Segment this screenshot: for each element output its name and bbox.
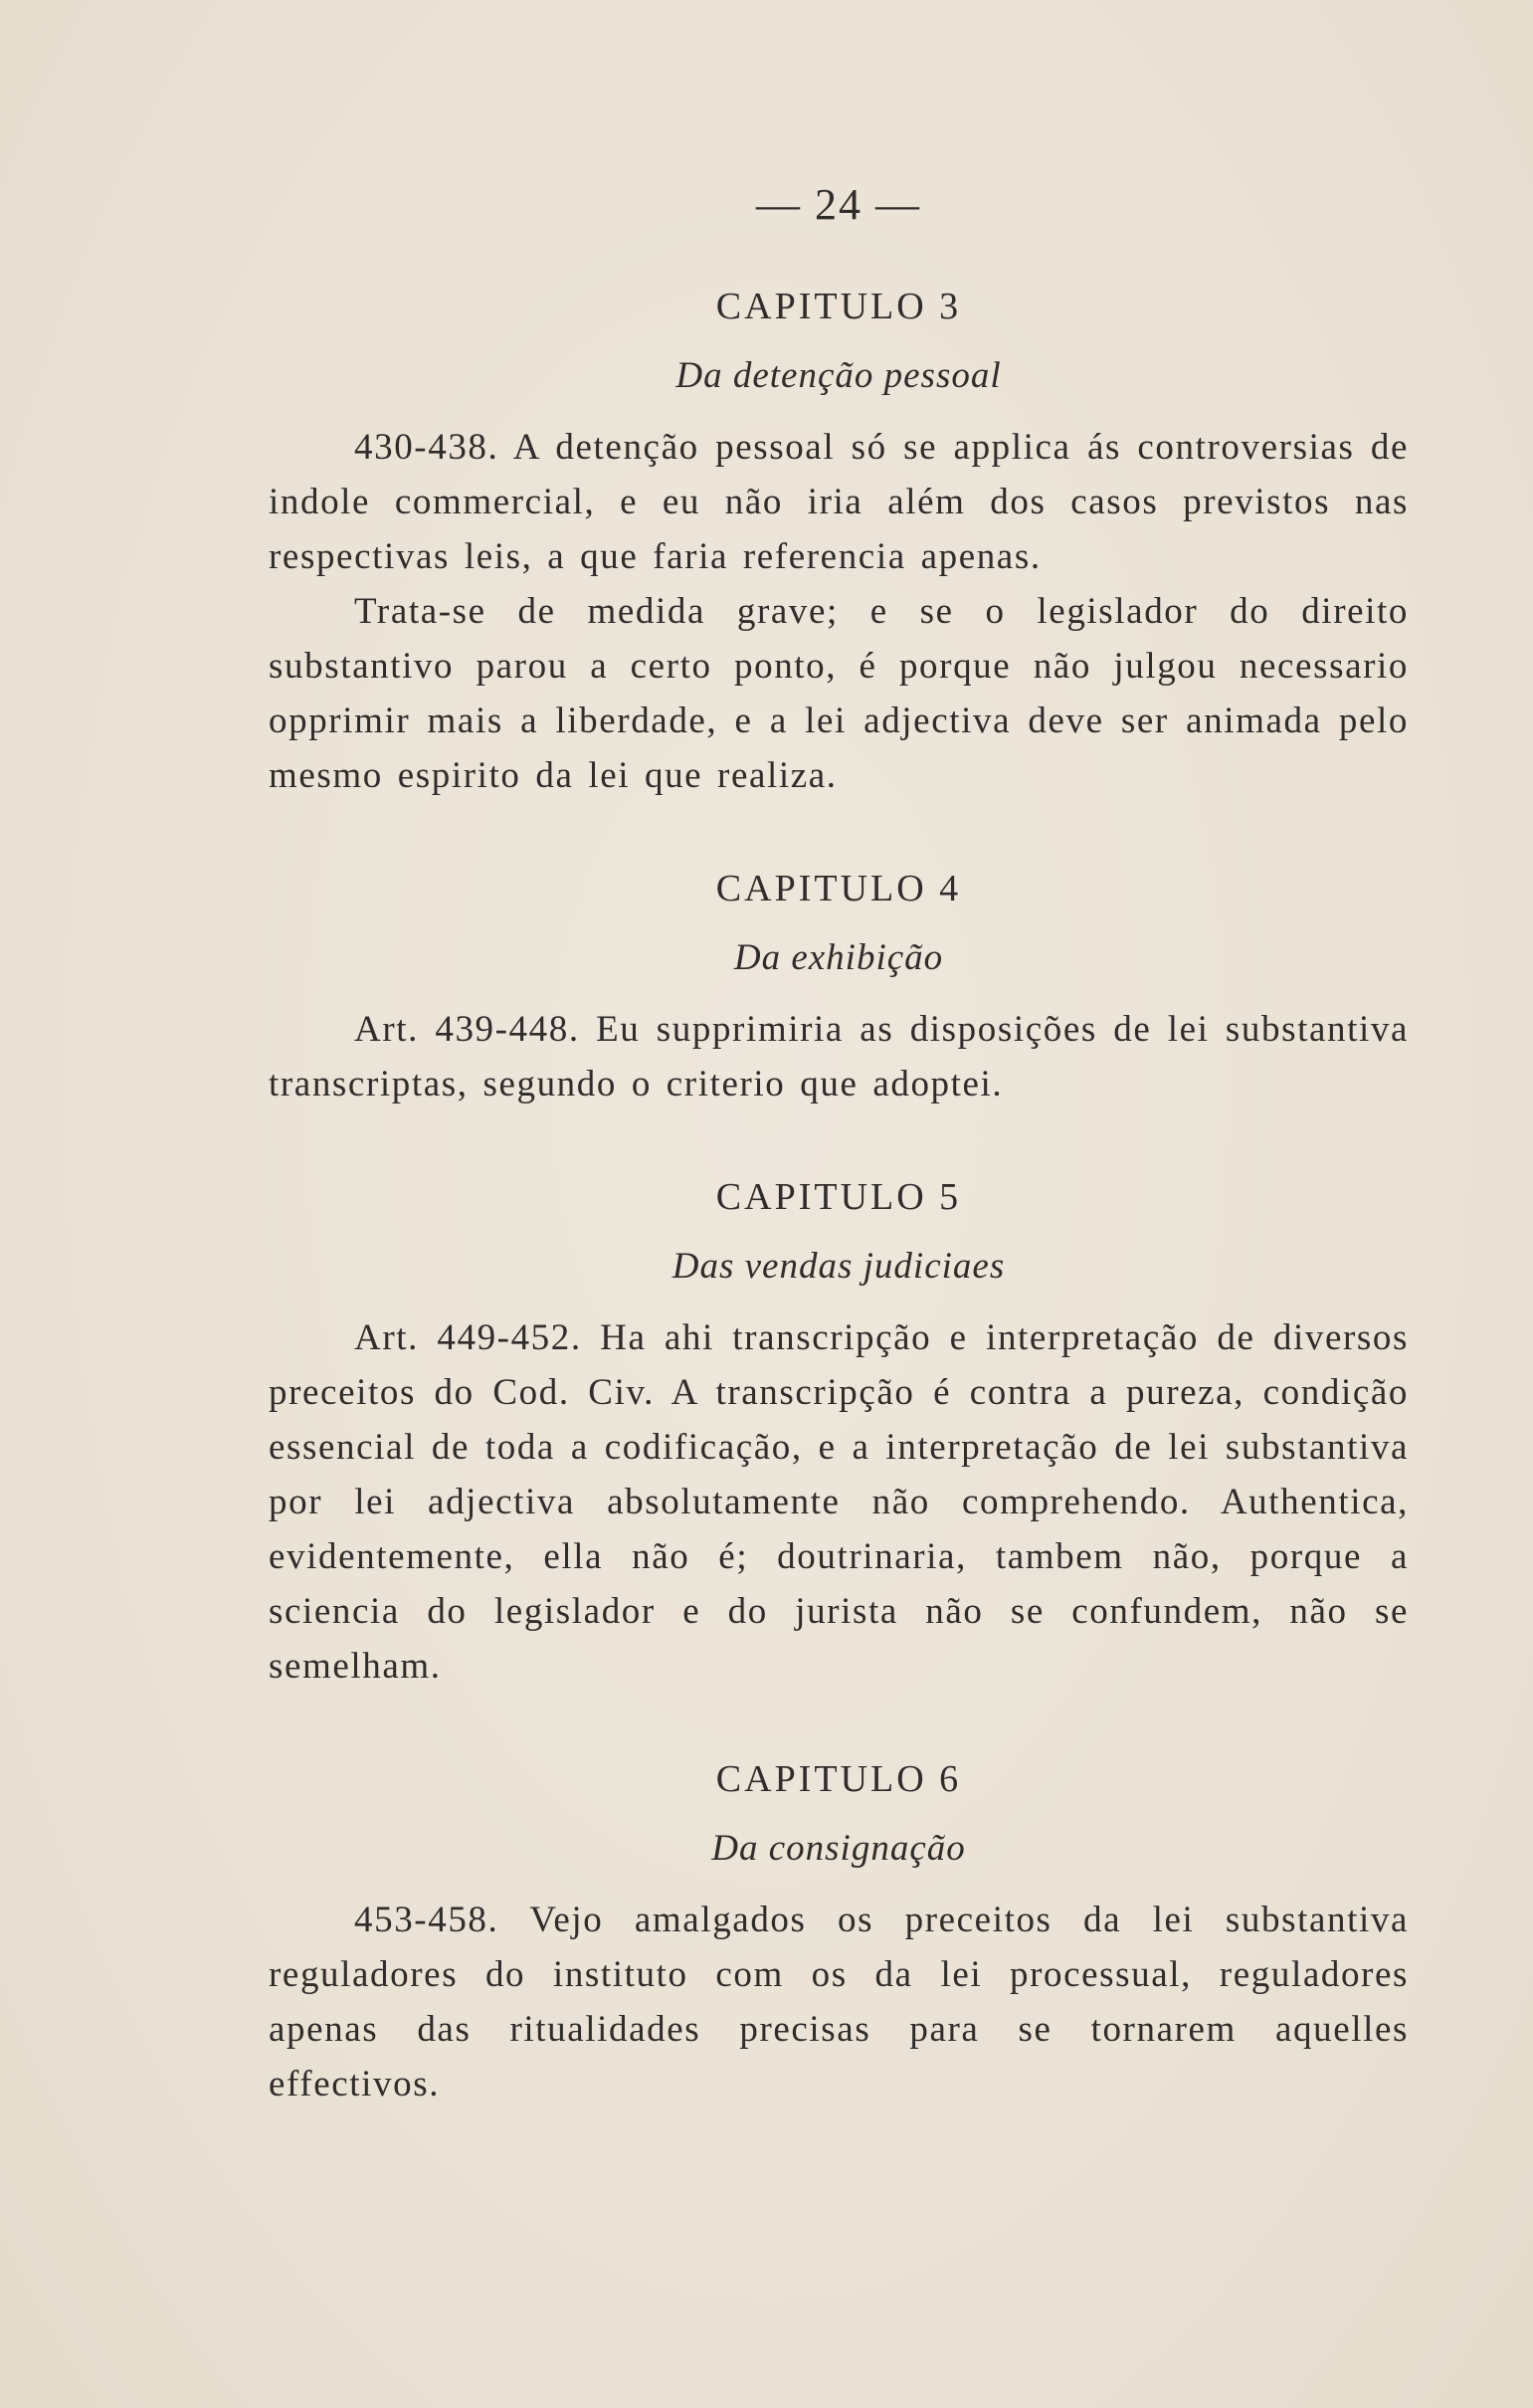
paragraph: 453-458. Vejo amalgados os preceitos da lei substantiva reguladores do instituto com os da lei processual, reguladores apenas das ritualidades precisas para se tornarem aquelles effectivos. xyxy=(269,1900,1409,2105)
chapter-heading: CAPITULO 5 xyxy=(715,1176,962,1218)
paragraph: Art. 439-448. Eu supprimiria as disposições de lei substantiva transcriptas, segundo o criterio que adoptei. xyxy=(269,1009,1409,1104)
chapter-subtitle: Da consignação xyxy=(711,1828,966,1869)
chapter-section xyxy=(269,1751,1409,2111)
page-text xyxy=(269,175,1409,2169)
chapter-subtitle: Da exhibição xyxy=(733,937,944,978)
chapter-heading: CAPITULO 4 xyxy=(715,868,962,909)
chapter-subtitle: Das vendas judiciaes xyxy=(671,1246,1006,1287)
chapter-heading: CAPITULO 3 xyxy=(715,286,962,327)
chapter-subtitle: Da detenção pessoal xyxy=(675,355,1002,396)
chapter-heading: CAPITULO 6 xyxy=(715,1758,962,1800)
paragraph: Trata-se de medida grave; e se o legislador do direito substantivo parou a certo ponto, é porque não julgou necessario opprimir mais a liberdade, e a lei adjectiva deve ser animada pelo mesmo espirito da lei que realiza. xyxy=(269,591,1409,796)
paragraph: 430-438. A detenção pessoal só se applica ás controversias de indole commercial, e eu não iria além dos casos previstos nas respectivas leis, a que faria referencia apenas. xyxy=(269,427,1409,577)
chapter-section xyxy=(269,1169,1409,1694)
chapter-section xyxy=(269,279,1409,803)
paragraph: Art. 449-452. Ha ahi transcripção e interpretação de diversos preceitos do Cod. Civ. A transcripção é contra a pureza, condição essencial de toda a codificação, e a interpretação de lei substantiva por lei adjectiva absolutamente não comprehendo. Authentica, evidentemente, ella não é; doutrinaria, tambem não, porque a sciencia do legislador e do jurista não se confundem, não se semelham. xyxy=(269,1317,1409,1687)
page-number: — 24 — xyxy=(756,180,921,229)
chapter-section xyxy=(269,861,1409,1111)
